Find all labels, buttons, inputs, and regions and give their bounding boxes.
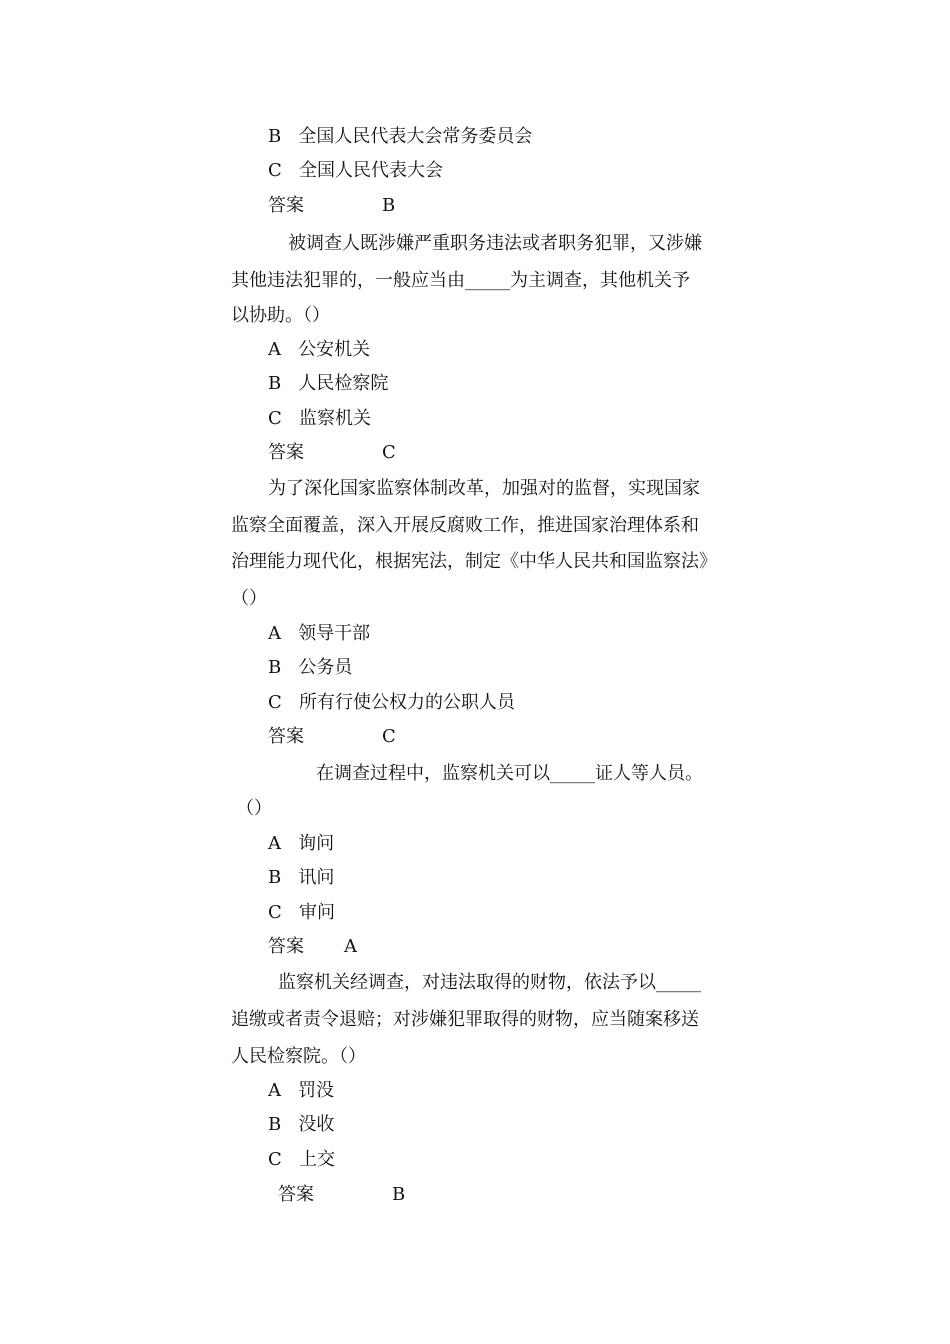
answer-value: B <box>392 1184 406 1205</box>
answer-row <box>268 194 395 218</box>
option-row <box>268 372 388 396</box>
option-text: 罚没 <box>298 1080 335 1101</box>
option-letter: B <box>268 867 282 888</box>
question-stem: 监察机关经调查，对违法取得的财物，依法予以_____ <box>278 972 701 993</box>
option-text: 领导干部 <box>298 623 371 644</box>
option-letter: A <box>268 833 281 854</box>
option-row <box>268 691 515 715</box>
option-letter: C <box>268 160 282 181</box>
option-letter: A <box>268 1080 281 1101</box>
option-text: 没收 <box>298 1114 335 1135</box>
answer-row <box>278 1183 405 1207</box>
question-stem: 在调查过程中，监察机关可以_____证人等人员。 <box>316 763 703 784</box>
question-stem: 以协助。（） <box>231 305 330 326</box>
option-letter: A <box>268 339 281 360</box>
option-row <box>268 1079 334 1103</box>
option-text: 公务员 <box>298 657 353 678</box>
option-row <box>268 159 443 183</box>
answer-row <box>268 441 396 465</box>
answer-label: 答案 <box>268 726 304 747</box>
answer-value: B <box>382 195 396 216</box>
option-row <box>268 338 370 362</box>
answer-row <box>268 725 396 749</box>
option-letter: A <box>268 623 281 644</box>
option-row <box>268 1113 334 1137</box>
option-text: 上交 <box>298 1149 335 1170</box>
answer-label: 答案 <box>268 442 304 463</box>
question-stem: 追缴或者责令退赔；对涉嫌犯罪取得的财物，应当随案移送 <box>231 1009 699 1030</box>
option-row <box>268 832 334 856</box>
option-letter: C <box>268 408 282 429</box>
option-letter: C <box>268 902 282 923</box>
answer-label: 答案 <box>268 195 304 216</box>
option-row <box>268 866 334 890</box>
answer-label: 答案 <box>268 936 304 957</box>
option-row <box>268 901 335 925</box>
option-text: 公安机关 <box>298 339 371 360</box>
question-stem: 被调查人既涉嫌严重职务违法或者职务犯罪，又涉嫌 <box>288 233 702 254</box>
option-row <box>268 1148 335 1172</box>
question-stem: （） <box>231 588 267 609</box>
question-stem: （） <box>236 798 272 819</box>
question-stem: 其他违法犯罪的，一般应当由_____为主调查，其他机关予 <box>231 270 690 291</box>
option-letter: C <box>268 1149 282 1170</box>
option-row <box>268 656 352 680</box>
answer-label: 答案 <box>278 1184 314 1205</box>
question-stem: 治理能力现代化，根据宪法，制定《中华人民共和国监察法》 <box>231 551 717 572</box>
option-row <box>268 407 371 431</box>
question-stem: 为了深化国家监察体制改革，加强对的监督，实现国家 <box>268 478 700 499</box>
option-row <box>268 125 532 149</box>
option-text: 全国人民代表大会常务委员会 <box>298 126 533 147</box>
answer-row <box>268 935 357 959</box>
question-stem: 监察全面覆盖，深入开展反腐败工作，推进国家治理体系和 <box>231 515 699 536</box>
option-text: 全国人民代表大会 <box>298 160 443 181</box>
option-text: 讯问 <box>298 867 335 888</box>
option-row <box>268 622 370 646</box>
option-text: 人民检察院 <box>298 373 389 394</box>
question-stem: 人民检察院。（） <box>231 1046 366 1067</box>
option-letter: B <box>268 1114 282 1135</box>
option-text: 审问 <box>298 902 335 923</box>
option-letter: B <box>268 657 282 678</box>
option-text: 所有行使公权力的公职人员 <box>298 692 515 713</box>
option-text: 监察机关 <box>298 408 371 429</box>
option-text: 询问 <box>298 833 335 854</box>
answer-value: A <box>344 936 357 957</box>
answer-value: C <box>382 726 396 747</box>
option-letter: B <box>268 126 282 147</box>
option-letter: B <box>268 373 282 394</box>
answer-value: C <box>382 442 396 463</box>
option-letter: C <box>268 692 282 713</box>
